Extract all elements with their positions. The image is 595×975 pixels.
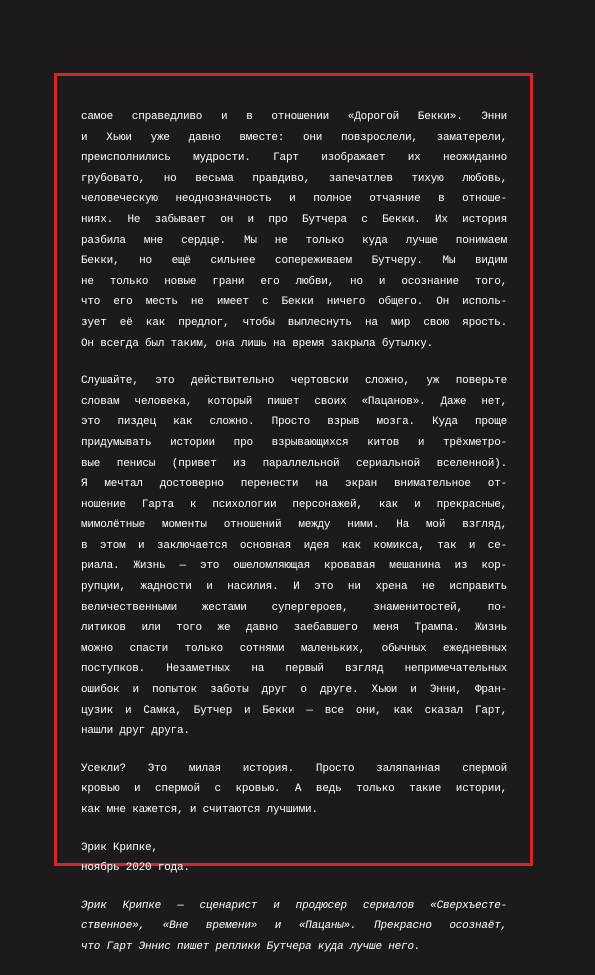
text-line: литиков или того же давно заебавшего меня Трампа. Жизнь [81,622,507,635]
text-line: рупции, жадности и насилия. И это ни хрена не исправить [81,581,507,594]
paragraph-1 [81,107,507,354]
text-line: Бекки, но ещё сильнее сопереживаем Бутчеру. Мы видим [81,255,507,268]
text-line: цузик и Самка, Бутчер и Бекки — все они, как сказал Гарт, [81,704,507,717]
text-line: придумывать истории про взрывающихся китов и трёхметро- [81,436,507,449]
text-line: словам человека, который пишет своих «Пацанов». Даже нет, [81,395,507,408]
text-line: что Гарт Эннис пишет реплики Бутчера куда лучше него. [81,940,421,953]
paragraph-2 [81,371,507,742]
text-line: поступков. Незаметных на первый взгляд непримечательных [81,663,507,676]
text-line: грубовато, но весьма правдиво, запечатлев тихую любовь, [81,172,507,185]
text-block [81,107,507,975]
text-line: кровью и спермой с кровью. А ведь только такие истории, [81,783,507,796]
text-line: ошибок и попыток заботы друг о друге. Хьюи и Энни, Фран- [81,684,507,697]
text-line: в этом и заключается основная идея как комикса, так и се- [81,539,507,552]
text-line: нашли друг друга. [81,725,190,738]
text-line: ношение Гарта к психологии персонажей, как и прекрасные, [81,498,507,511]
text-line: Я мечтал достоверно перенести на экран внимательное от- [81,478,507,491]
text-line: человеческую неоднозначность и полное отчаяние в отноше- [81,193,507,206]
text-line: как мне кажется, и считаются лучшими. [81,804,318,816]
text-line: Эрик Крипке — сценарист и продюсер сериалов «Сверхъесте- [81,899,507,912]
text-line: ственное», «Вне времени» и «Пацаны». Прекрасно осознаёт, [81,920,507,933]
text-line: Эрик Крипке, [81,841,158,854]
text-line: Он всегда был таким, она лишь на время закрыла бутылку. [81,337,434,350]
text-line: величественными жестами супергероев, знаменитостей, по- [81,601,507,614]
text-line: мимолётные моменты отношений между ними. На мой взгляд, [81,519,507,532]
text-line: ниях. Не забывает он и про Бутчера с Бекки. Их история [81,213,507,226]
text-line: ноябрь 2020 года. [81,862,190,875]
text-line: и Хьюи уже давно вместе: они повзрослели, заматерели, [81,131,507,144]
text-line: что его месть не имеет с Бекки ничего общего. Он исполь- [81,296,507,309]
signature [81,838,507,879]
text-line: самое справедливо и в отношении «Дорогой Бекки». Энни [81,111,507,123]
text-line: зует её как предлог, чтобы выплеснуть на мир свою ярость. [81,316,507,329]
text-line: не только новые грани его любви, но и осознание того, [81,275,507,288]
text-line: преисполнились мудрости. Гарт изображает их неожиданно [81,152,507,165]
text-line: Усекли? Это милая история. Просто заляпанная спермой [81,762,507,775]
text-line: разбила мне сердце. Мы не только куда лучше понимаем [81,234,507,247]
text-line: это пиздец как сложно. Просто взрыв мозга. Куда проще [81,416,507,429]
text-line: Слушайте, это действительно чертовски сложно, уж поверьте [81,375,507,388]
paragraph-3 [81,759,507,821]
text-line: риала. Жизнь — это ошеломляющая кровавая мешанина из кор- [81,560,507,573]
author-note [81,896,507,958]
text-line: можно спасти только сотнями маленьких, обычных ежедневных [81,642,507,655]
text-line: вые пенисы (привет из параллельной сериальной вселенной). [81,457,507,470]
